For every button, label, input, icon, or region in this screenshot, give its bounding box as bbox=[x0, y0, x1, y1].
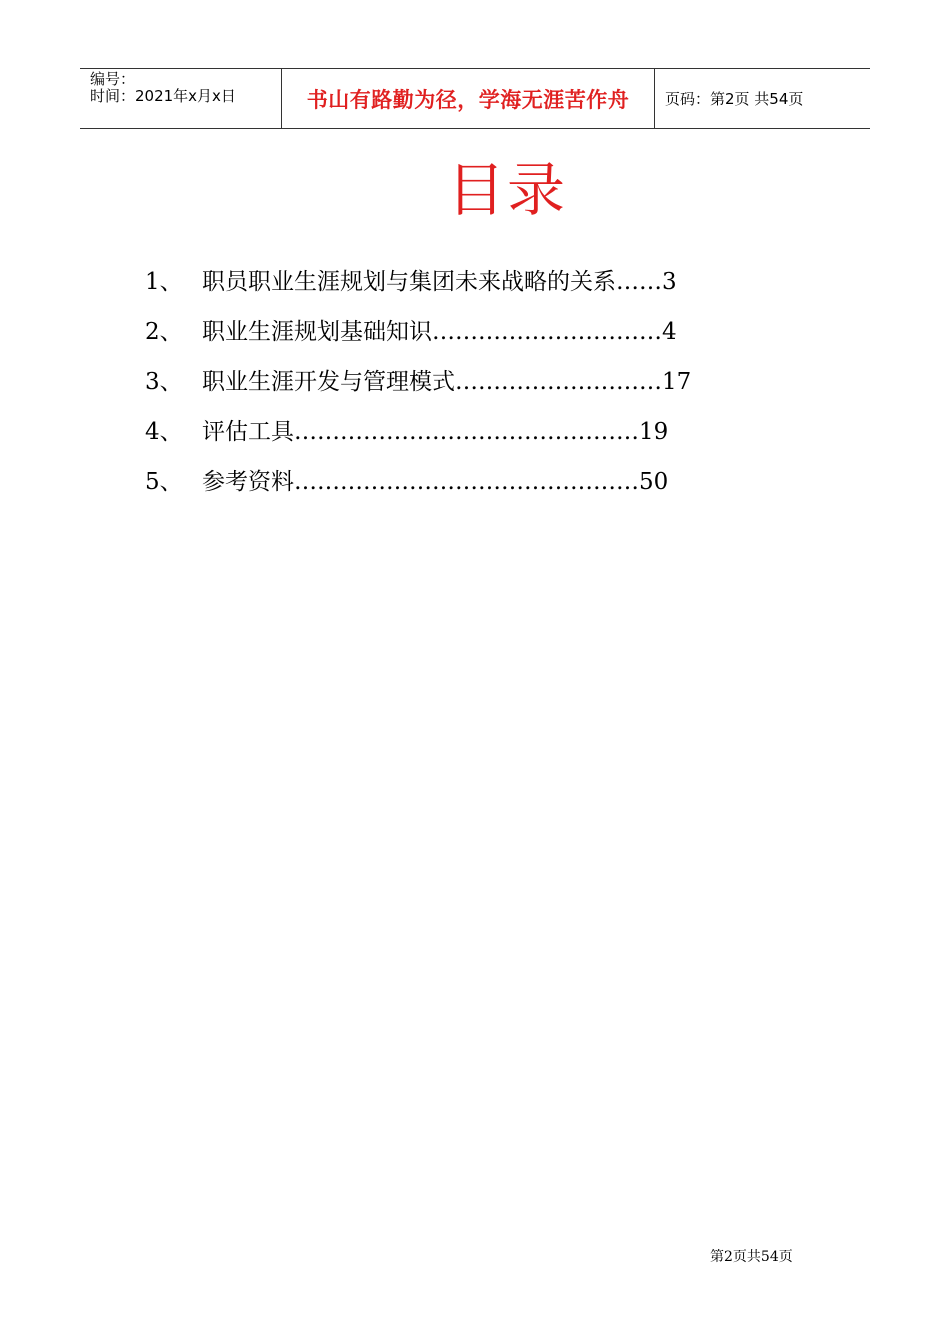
table-of-contents bbox=[145, 262, 745, 512]
document-number-label: 编号： bbox=[90, 70, 136, 88]
header-page-info: 页码：第2页 共54页 bbox=[665, 90, 804, 108]
page-title: 目录 bbox=[446, 156, 567, 224]
toc-item-page: 50 bbox=[639, 469, 669, 495]
toc-item[interactable] bbox=[145, 412, 745, 462]
toc-item-title: 职业生涯开发与管理模式……………………… bbox=[202, 369, 662, 395]
page-footer: 第2页共54页 bbox=[710, 1249, 793, 1265]
toc-item-number: 3、 bbox=[145, 369, 183, 395]
toc-item-page: 3 bbox=[662, 269, 677, 295]
page-header bbox=[80, 68, 870, 129]
toc-item-page: 19 bbox=[639, 419, 669, 445]
toc-item-title: 职业生涯规划基础知识………………………… bbox=[202, 319, 662, 345]
toc-item-title: 职员职业生涯规划与集团未来战略的关系…… bbox=[202, 269, 662, 295]
toc-item-number: 4、 bbox=[145, 419, 183, 445]
toc-item-page: 17 bbox=[662, 369, 692, 395]
header-meta bbox=[80, 69, 282, 128]
toc-item-title: 评估工具……………………………………… bbox=[202, 419, 639, 445]
toc-item[interactable] bbox=[145, 462, 745, 512]
toc-item-number: 5、 bbox=[145, 469, 183, 495]
document-time-label: 时间：2021年x月x日 bbox=[90, 87, 236, 105]
toc-item[interactable] bbox=[145, 362, 745, 412]
header-motto: 书山有路勤为径，学海无涯苦作舟 bbox=[282, 69, 655, 128]
toc-item[interactable] bbox=[145, 312, 745, 362]
toc-item[interactable] bbox=[145, 262, 745, 312]
toc-item-number: 1、 bbox=[145, 269, 183, 295]
toc-item-page: 4 bbox=[662, 319, 677, 345]
toc-item-title: 参考资料……………………………………… bbox=[202, 469, 639, 495]
toc-item-number: 2、 bbox=[145, 319, 183, 345]
